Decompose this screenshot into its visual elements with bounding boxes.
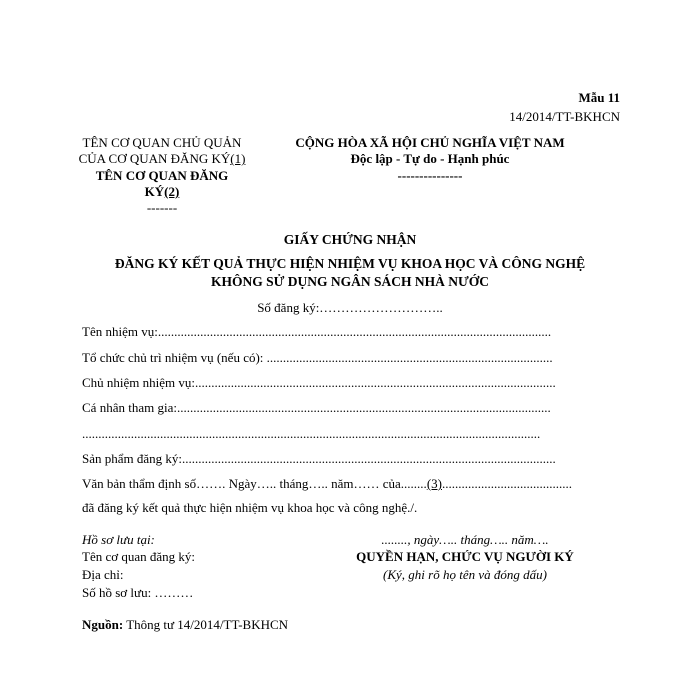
source-label: Nguồn: bbox=[82, 617, 124, 632]
doc-subtitle-2: KHÔNG SỬ DỤNG NGÂN SÁCH NHÀ NƯỚC bbox=[210, 274, 489, 289]
circular-ref: 14/2014/TT-BKHCN bbox=[509, 109, 620, 124]
sign-note: (Ký, ghi rõ họ tên và đóng dấu) bbox=[383, 567, 547, 582]
host-org-field: Tổ chức chủ trì nhiệm vụ (nếu có): ........................................................................................ bbox=[82, 350, 553, 365]
signer-title: QUYỀN HẠN, CHỨC VỤ NGƯỜI KÝ bbox=[356, 549, 574, 564]
footnote-ref-1: (1) bbox=[230, 151, 246, 167]
footnote-ref-3: (3) bbox=[426, 476, 442, 491]
agency-name-line: TÊN CƠ QUAN ĐĂNG bbox=[95, 167, 229, 183]
registering-agency-line bbox=[62, 151, 262, 167]
registration-number: Số đăng ký:……………………….. bbox=[257, 300, 443, 315]
participants-continuation: ............................................................................................................................................. bbox=[82, 426, 541, 441]
source-text: Thông tư 14/2014/TT-BKHCN bbox=[123, 617, 289, 632]
agency-label: Tên cơ quan đăng ký: bbox=[82, 549, 196, 564]
left-header-divider: ------- bbox=[146, 200, 178, 215]
agency-name-line-2 bbox=[62, 184, 262, 200]
registering-agency-text: CỦA CƠ QUAN ĐĂNG KÝ bbox=[78, 151, 231, 167]
task-lead-field: Chủ nhiệm nhiệm vụ:............................................................................................................... bbox=[82, 375, 556, 390]
agency-name-text: KÝ bbox=[144, 183, 165, 199]
closing-statement: đã đăng ký kết quả thực hiện nhiệm vụ khoa học và công nghệ./. bbox=[82, 500, 418, 515]
appraisal-dots: ........................................ bbox=[441, 476, 572, 491]
right-header-divider: --------------- bbox=[397, 167, 463, 183]
form-code: Mẫu 11 bbox=[578, 90, 620, 105]
parent-agency-line: TÊN CƠ QUAN CHỦ QUẢN bbox=[82, 135, 242, 150]
file-number-label: Số hồ sơ lưu: ……… bbox=[82, 585, 194, 600]
task-name-field: Tên nhiệm vụ:......................................................................................................................... bbox=[82, 324, 552, 339]
doc-subtitle-1: ĐĂNG KÝ KẾT QUẢ THỰC HIỆN NHIỆM VỤ KHOA HỌC VÀ CÔNG NGHỆ bbox=[114, 256, 586, 271]
sign-date: ........, ngày….. tháng….. năm…. bbox=[381, 532, 549, 547]
appraisal-field bbox=[82, 476, 572, 492]
national-motto: Độc lập - Tự do - Hạnh phúc bbox=[350, 151, 510, 167]
footnote-ref-2: (2) bbox=[164, 183, 180, 199]
address-label: Địa chỉ: bbox=[82, 567, 124, 582]
products-field: Sản phẩm đăng ký:................................................................................................................... bbox=[82, 451, 556, 466]
participants-field: Cá nhân tham gia:................................................................................................................... bbox=[82, 400, 551, 415]
source-line bbox=[82, 617, 288, 633]
left-header bbox=[62, 135, 262, 216]
appraisal-text: Văn bản thẩm định số……. Ngày….. tháng….. năm…… của........ bbox=[82, 476, 427, 491]
storage-label: Hồ sơ lưu tại: bbox=[82, 532, 155, 547]
doc-title: GIẤY CHỨNG NHẬN bbox=[283, 232, 417, 247]
country-name: CỘNG HÒA XÃ HỘI CHỦ NGHĨA VIỆT NAM bbox=[295, 135, 565, 150]
right-header bbox=[265, 135, 595, 184]
